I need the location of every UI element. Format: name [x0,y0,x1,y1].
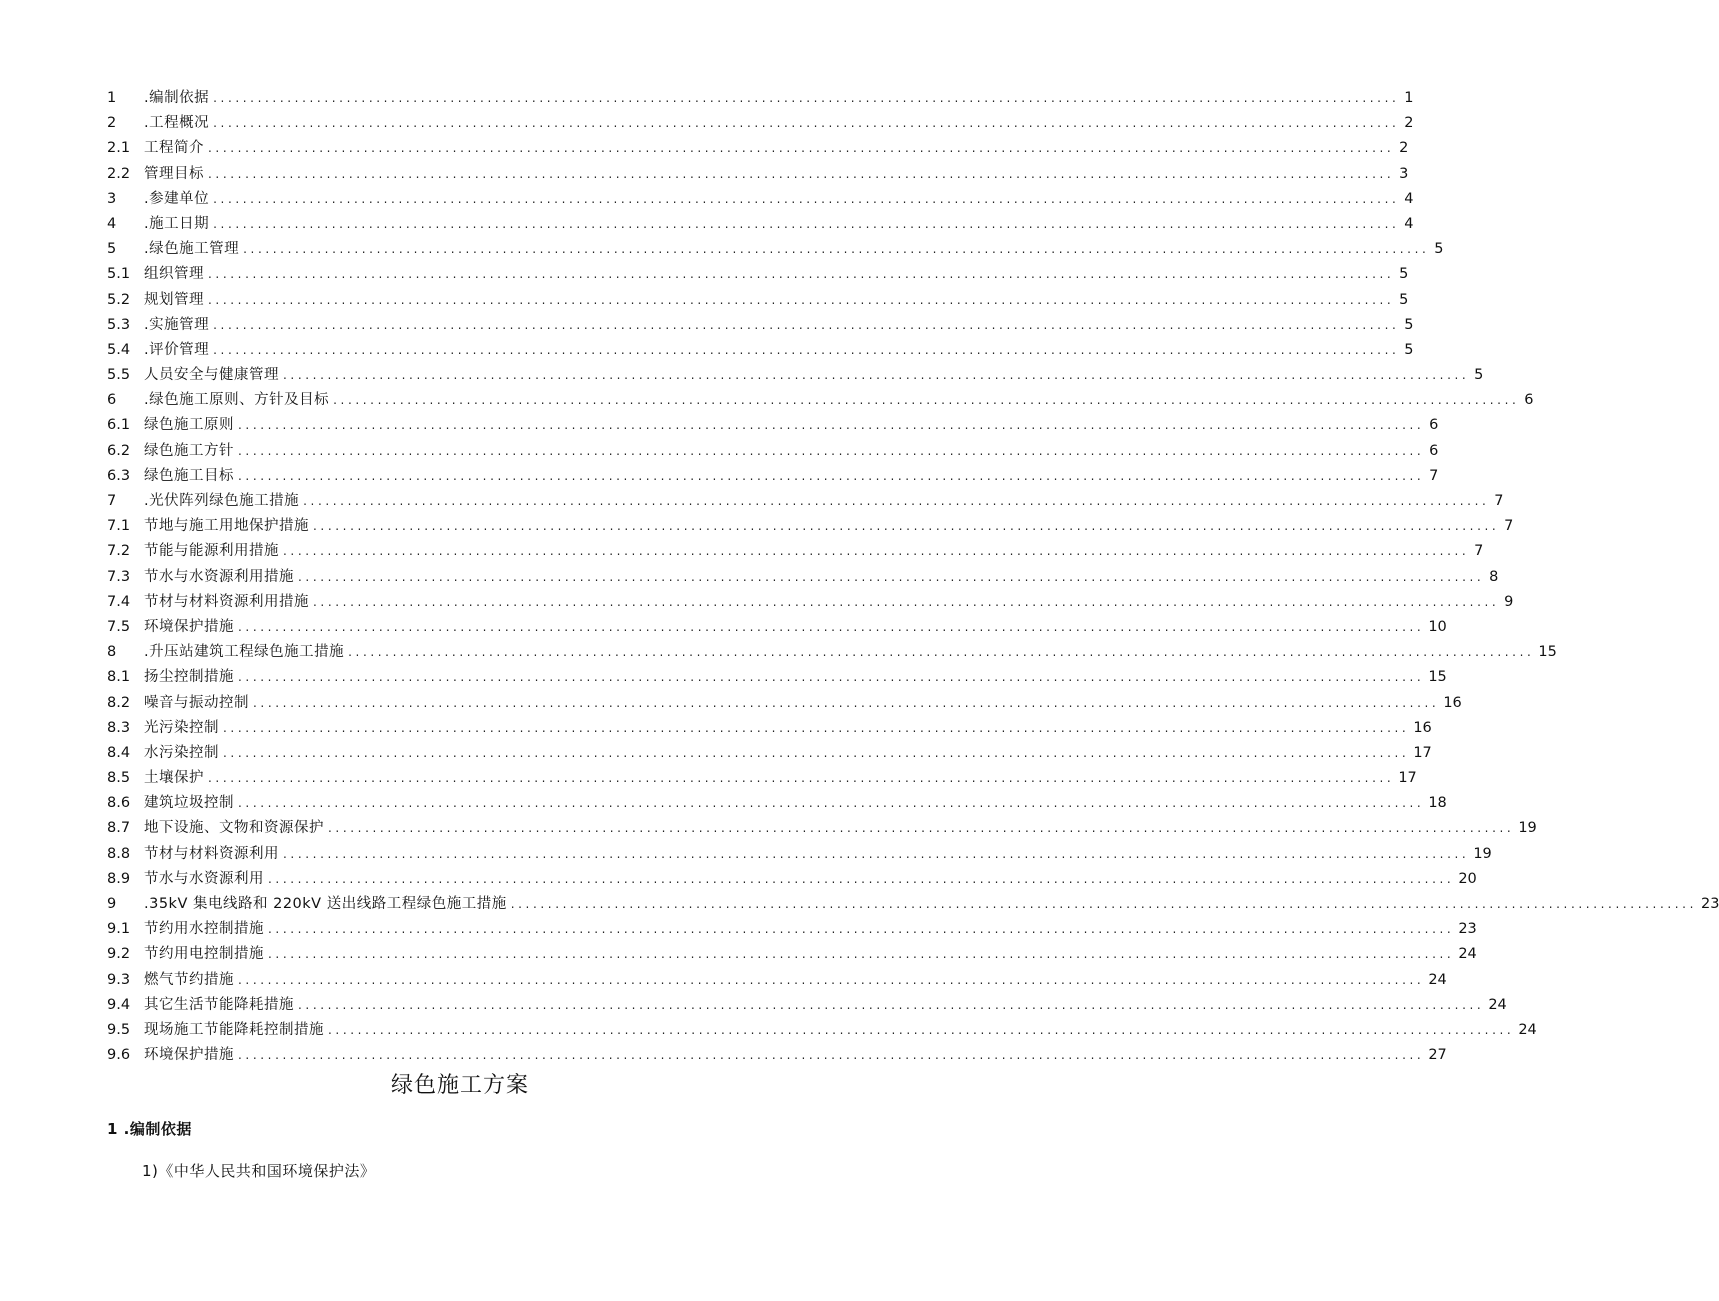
toc-dot-leader: ................................................................................................................................................................ [268,871,1455,886]
toc-dot-leader: ................................................................................................................................................................ [283,544,1470,559]
toc-entry-label: 人员安全与健康管理 [144,367,279,384]
toc-entry-label: 管理目标 [144,165,204,182]
toc-dot-leader: ................................................................................................................................................................ [283,846,1470,861]
toc-entry[interactable] [107,867,1477,892]
toc-entry[interactable] [107,363,1484,388]
toc-entry-label: 燃气节约措施 [144,971,234,988]
toc-entry-page-number: 24 [1518,1021,1537,1038]
toc-entry-label: .升压站建筑工程绿色施工措施 [144,644,345,661]
toc-entry-number: 9.5 [107,1021,131,1038]
toc-entry-label: .光伏阵列绿色施工措施 [144,493,300,509]
body-list-item: 1)《中华人民共和国环境保护法》 [142,1162,376,1180]
toc-entry-label: 绿色施工目标 [144,467,234,484]
toc-dot-leader: ................................................................................................................................................................ [213,91,1400,105]
toc-entry[interactable] [107,413,1439,438]
toc-dot-leader: ................................................................................................................................................................ [238,443,1425,458]
toc-entry[interactable] [107,388,1534,413]
toc-entry[interactable] [107,766,1417,791]
toc-dot-leader: ................................................................................................................................................................ [313,594,1500,609]
toc-dot-leader: ................................................................................................................................................................ [510,897,1698,911]
toc-entry-number: 8.8 [107,845,131,862]
toc-entry-label: 其它生活节能降耗措施 [144,996,294,1013]
toc-entry-page-number: 5 [1404,316,1414,333]
toc-entry-page-number: 15 [1538,644,1557,661]
toc-entry[interactable] [107,665,1447,690]
toc-entry-label: 规划管理 [144,291,204,308]
toc-entry-page-number: 5 [1399,291,1409,308]
table-of-contents [107,86,1719,1068]
toc-entry[interactable] [107,111,1414,136]
toc-dot-leader: ................................................................................................................................................................ [328,1022,1515,1037]
toc-dot-leader: ................................................................................................................................................................ [238,418,1425,433]
toc-entry-label: .编制依据 [144,90,210,106]
toc-dot-leader: ................................................................................................................................................................ [213,342,1400,357]
toc-entry-number: 5.5 [107,367,131,384]
toc-entry-label: 绿色施工原则 [144,417,234,434]
toc-entry[interactable] [107,993,1507,1018]
toc-entry[interactable] [107,464,1439,489]
toc-entry[interactable] [107,1043,1447,1068]
toc-dot-leader: ................................................................................................................................................................ [213,216,1400,231]
toc-entry-page-number: 16 [1443,694,1462,711]
document-title: 绿色施工方案 [390,1073,529,1098]
toc-entry-number: 6.2 [107,442,131,459]
toc-entry-number: 1 [107,90,117,106]
toc-dot-leader: ................................................................................................................................................................ [213,116,1400,131]
toc-dot-leader: ................................................................................................................................................................ [238,468,1425,483]
toc-entry-number: 7.1 [107,518,131,535]
toc-entry-label: 现场施工节能降耗控制措施 [144,1021,324,1038]
toc-entry-number: 9.4 [107,996,131,1013]
toc-entry-number: 8.1 [107,669,131,686]
toc-entry-number: 9.6 [107,1047,131,1064]
toc-entry-page-number: 24 [1458,946,1477,963]
toc-entry-page-number: 7 [1494,493,1504,509]
toc-entry-label: 节约用水控制措施 [144,921,264,938]
toc-entry[interactable] [107,439,1439,464]
toc-dot-leader: ................................................................................................................................................................ [208,267,1395,282]
toc-entry-label: 工程简介 [144,140,204,157]
toc-entry-page-number: 8 [1489,568,1499,585]
toc-entry-label: 节水与水资源利用措施 [144,568,294,585]
toc-entry-page-number: 4 [1404,190,1414,207]
toc-entry-number: 7 [107,493,117,509]
toc-entry-number: 8.5 [107,770,131,787]
toc-entry-page-number: 17 [1413,744,1432,761]
toc-dot-leader: ................................................................................................................................................................ [298,569,1485,584]
toc-entry-number: 5.4 [107,341,131,358]
toc-dot-leader: ................................................................................................................................................................ [238,1048,1425,1063]
toc-entry-number: 3 [107,190,117,207]
toc-entry-label: 噪音与振动控制 [144,694,249,711]
toc-entry[interactable] [107,338,1414,363]
toc-entry[interactable] [107,640,1557,665]
toc-entry-number: 8 [107,644,117,661]
toc-entry-page-number: 7 [1474,543,1484,560]
toc-entry-number: 9.2 [107,946,131,963]
toc-dot-leader: ................................................................................................................................................................ [238,670,1425,685]
toc-dot-leader: ................................................................................................................................................................ [238,796,1425,811]
toc-entry-label: 节材与材料资源利用措施 [144,593,309,610]
toc-entry[interactable] [107,539,1484,564]
toc-dot-leader: ................................................................................................................................................................ [238,972,1425,987]
toc-entry-number: 7.2 [107,543,131,560]
toc-dot-leader: ................................................................................................................................................................ [348,645,1535,660]
toc-entry-label: 扬尘控制措施 [144,669,234,686]
toc-entry-number: 2.1 [107,140,131,157]
toc-entry-number: 8.9 [107,870,131,887]
toc-entry-page-number: 5 [1404,341,1414,358]
toc-entry-label: .参建单位 [144,190,210,207]
toc-entry-number: 6.1 [107,417,131,434]
toc-entry-page-number: 1 [1404,90,1414,106]
toc-dot-leader: ................................................................................................................................................................ [208,141,1395,156]
toc-entry-page-number: 3 [1399,165,1409,182]
toc-entry-label: .工程概况 [144,115,210,132]
toc-entry[interactable] [107,136,1409,161]
toc-entry-number: 8.6 [107,795,131,812]
toc-entry[interactable] [107,842,1492,867]
toc-entry-page-number: 24 [1488,996,1507,1013]
toc-entry[interactable] [107,716,1432,741]
toc-entry-number: 8.2 [107,694,131,711]
toc-entry[interactable] [107,212,1414,237]
toc-entry-page-number: 2 [1404,115,1414,132]
toc-entry-page-number: 19 [1473,845,1492,862]
toc-entry-label: 光污染控制 [144,719,219,736]
toc-entry[interactable] [107,86,1414,111]
toc-dot-leader: ................................................................................................................................................................ [328,821,1515,836]
toc-entry[interactable] [107,187,1414,212]
toc-entry-page-number: 20 [1458,870,1477,887]
toc-entry[interactable] [107,288,1409,313]
toc-entry[interactable] [107,514,1514,539]
toc-entry[interactable] [107,313,1414,338]
toc-dot-leader: ................................................................................................................................................................ [213,191,1400,206]
toc-entry-number: 7.4 [107,593,131,610]
toc-entry-number: 7.5 [107,618,131,635]
toc-entry-label: .评价管理 [144,341,210,358]
toc-entry-number: 7.3 [107,568,131,585]
toc-entry-page-number: 6 [1429,417,1439,434]
toc-dot-leader: ................................................................................................................................................................ [223,720,1410,735]
toc-entry-label: 节地与施工用地保护措施 [144,518,309,535]
toc-entry[interactable] [107,942,1477,967]
toc-entry-number: 2.2 [107,165,131,182]
toc-entry-number: 4 [107,215,117,232]
toc-entry-label: .施工日期 [144,215,210,232]
toc-entry-page-number: 18 [1428,795,1447,812]
toc-entry-page-number: 15 [1428,669,1447,686]
toc-entry-label: 环境保护措施 [144,618,234,635]
toc-entry[interactable] [107,791,1447,816]
toc-entry-number: 5.2 [107,291,131,308]
toc-dot-leader: ................................................................................................................................................................ [298,997,1485,1012]
toc-entry-page-number: 9 [1504,593,1514,610]
toc-dot-leader: ................................................................................................................................................................ [223,745,1410,760]
toc-entry-label: .实施管理 [144,316,210,333]
toc-entry[interactable] [107,262,1409,287]
toc-entry[interactable] [107,590,1514,615]
toc-entry-page-number: 23 [1458,921,1477,938]
toc-entry-label: .绿色施工原则、方针及目标 [144,392,330,409]
toc-entry-label: 绿色施工方针 [144,442,234,459]
toc-entry-page-number: 7 [1504,518,1514,535]
toc-dot-leader: ................................................................................................................................................................ [238,619,1425,634]
toc-dot-leader: ................................................................................................................................................................ [208,166,1395,181]
toc-entry-page-number: 10 [1428,618,1447,635]
section-heading: 1 .编制依据 [107,1120,192,1138]
toc-entry[interactable] [107,917,1477,942]
toc-entry-number: 8.7 [107,820,131,837]
toc-entry[interactable] [107,489,1504,514]
toc-entry[interactable] [107,816,1537,841]
toc-entry-label: .绿色施工管理 [144,241,240,258]
toc-dot-leader: ................................................................................................................................................................ [268,947,1455,962]
toc-entry-number: 5.3 [107,316,131,333]
toc-entry[interactable] [107,691,1462,716]
toc-entry[interactable] [107,565,1499,590]
toc-entry-number: 6.3 [107,467,131,484]
toc-dot-leader: ................................................................................................................................................................ [313,519,1500,534]
toc-entry-page-number: 6 [1524,392,1534,409]
toc-entry-page-number: 27 [1428,1047,1447,1064]
toc-entry-page-number: 19 [1518,820,1537,837]
toc-dot-leader: ................................................................................................................................................................ [253,695,1440,710]
toc-entry-label: 水污染控制 [144,744,219,761]
toc-entry-number: 5.1 [107,266,131,283]
toc-entry-label: 组织管理 [144,266,204,283]
toc-entry-page-number: 5 [1474,367,1484,384]
toc-entry[interactable] [107,741,1432,766]
toc-entry[interactable] [107,237,1444,262]
toc-entry[interactable] [107,615,1447,640]
toc-entry-number: 8.3 [107,719,131,736]
toc-dot-leader: ................................................................................................................................................................ [333,393,1520,408]
toc-entry[interactable] [107,162,1409,187]
toc-entry-page-number: 5 [1399,266,1409,283]
toc-entry-number: 6 [107,392,117,409]
toc-entry-page-number: 5 [1434,241,1444,258]
toc-entry-page-number: 4 [1404,215,1414,232]
toc-dot-leader: ................................................................................................................................................................ [283,368,1470,383]
toc-dot-leader: ................................................................................................................................................................ [303,494,1490,508]
toc-dot-leader: ................................................................................................................................................................ [243,242,1430,257]
toc-entry-page-number: 16 [1413,719,1432,736]
toc-entry[interactable] [107,892,1719,917]
toc-entry-number: 9 [107,896,117,912]
toc-entry-number: 9.3 [107,971,131,988]
toc-entry-label: 土壤保护 [144,770,204,787]
toc-entry-label: 节约用电控制措施 [144,946,264,963]
toc-entry-page-number: 7 [1429,467,1439,484]
toc-entry-page-number: 17 [1398,770,1417,787]
toc-dot-leader: ................................................................................................................................................................ [268,922,1455,937]
toc-dot-leader: ................................................................................................................................................................ [213,317,1400,332]
toc-entry-label: 节水与水资源利用 [144,870,264,887]
toc-entry[interactable] [107,968,1447,993]
toc-entry-number: 2 [107,115,117,132]
toc-entry-number: 5 [107,241,117,258]
toc-entry-number: 9.1 [107,921,131,938]
toc-entry-label: 环境保护措施 [144,1047,234,1064]
toc-entry-page-number: 24 [1428,971,1447,988]
toc-entry-label: 节能与能源利用措施 [144,543,279,560]
toc-dot-leader: ................................................................................................................................................................ [208,292,1395,307]
toc-entry[interactable] [107,1018,1537,1043]
toc-entry-label: .35kV 集电线路和 220kV 送出线路工程绿色施工措施 [144,896,507,912]
toc-entry-label: 节材与材料资源利用 [144,845,279,862]
toc-entry-label: 建筑垃圾控制 [144,795,234,812]
toc-entry-page-number: 23 [1701,896,1719,912]
toc-entry-page-number: 2 [1399,140,1409,157]
toc-entry-page-number: 6 [1429,442,1439,459]
toc-entry-number: 8.4 [107,744,131,761]
toc-dot-leader: ................................................................................................................................................................ [208,771,1395,786]
toc-entry-label: 地下设施、文物和资源保护 [144,820,324,837]
